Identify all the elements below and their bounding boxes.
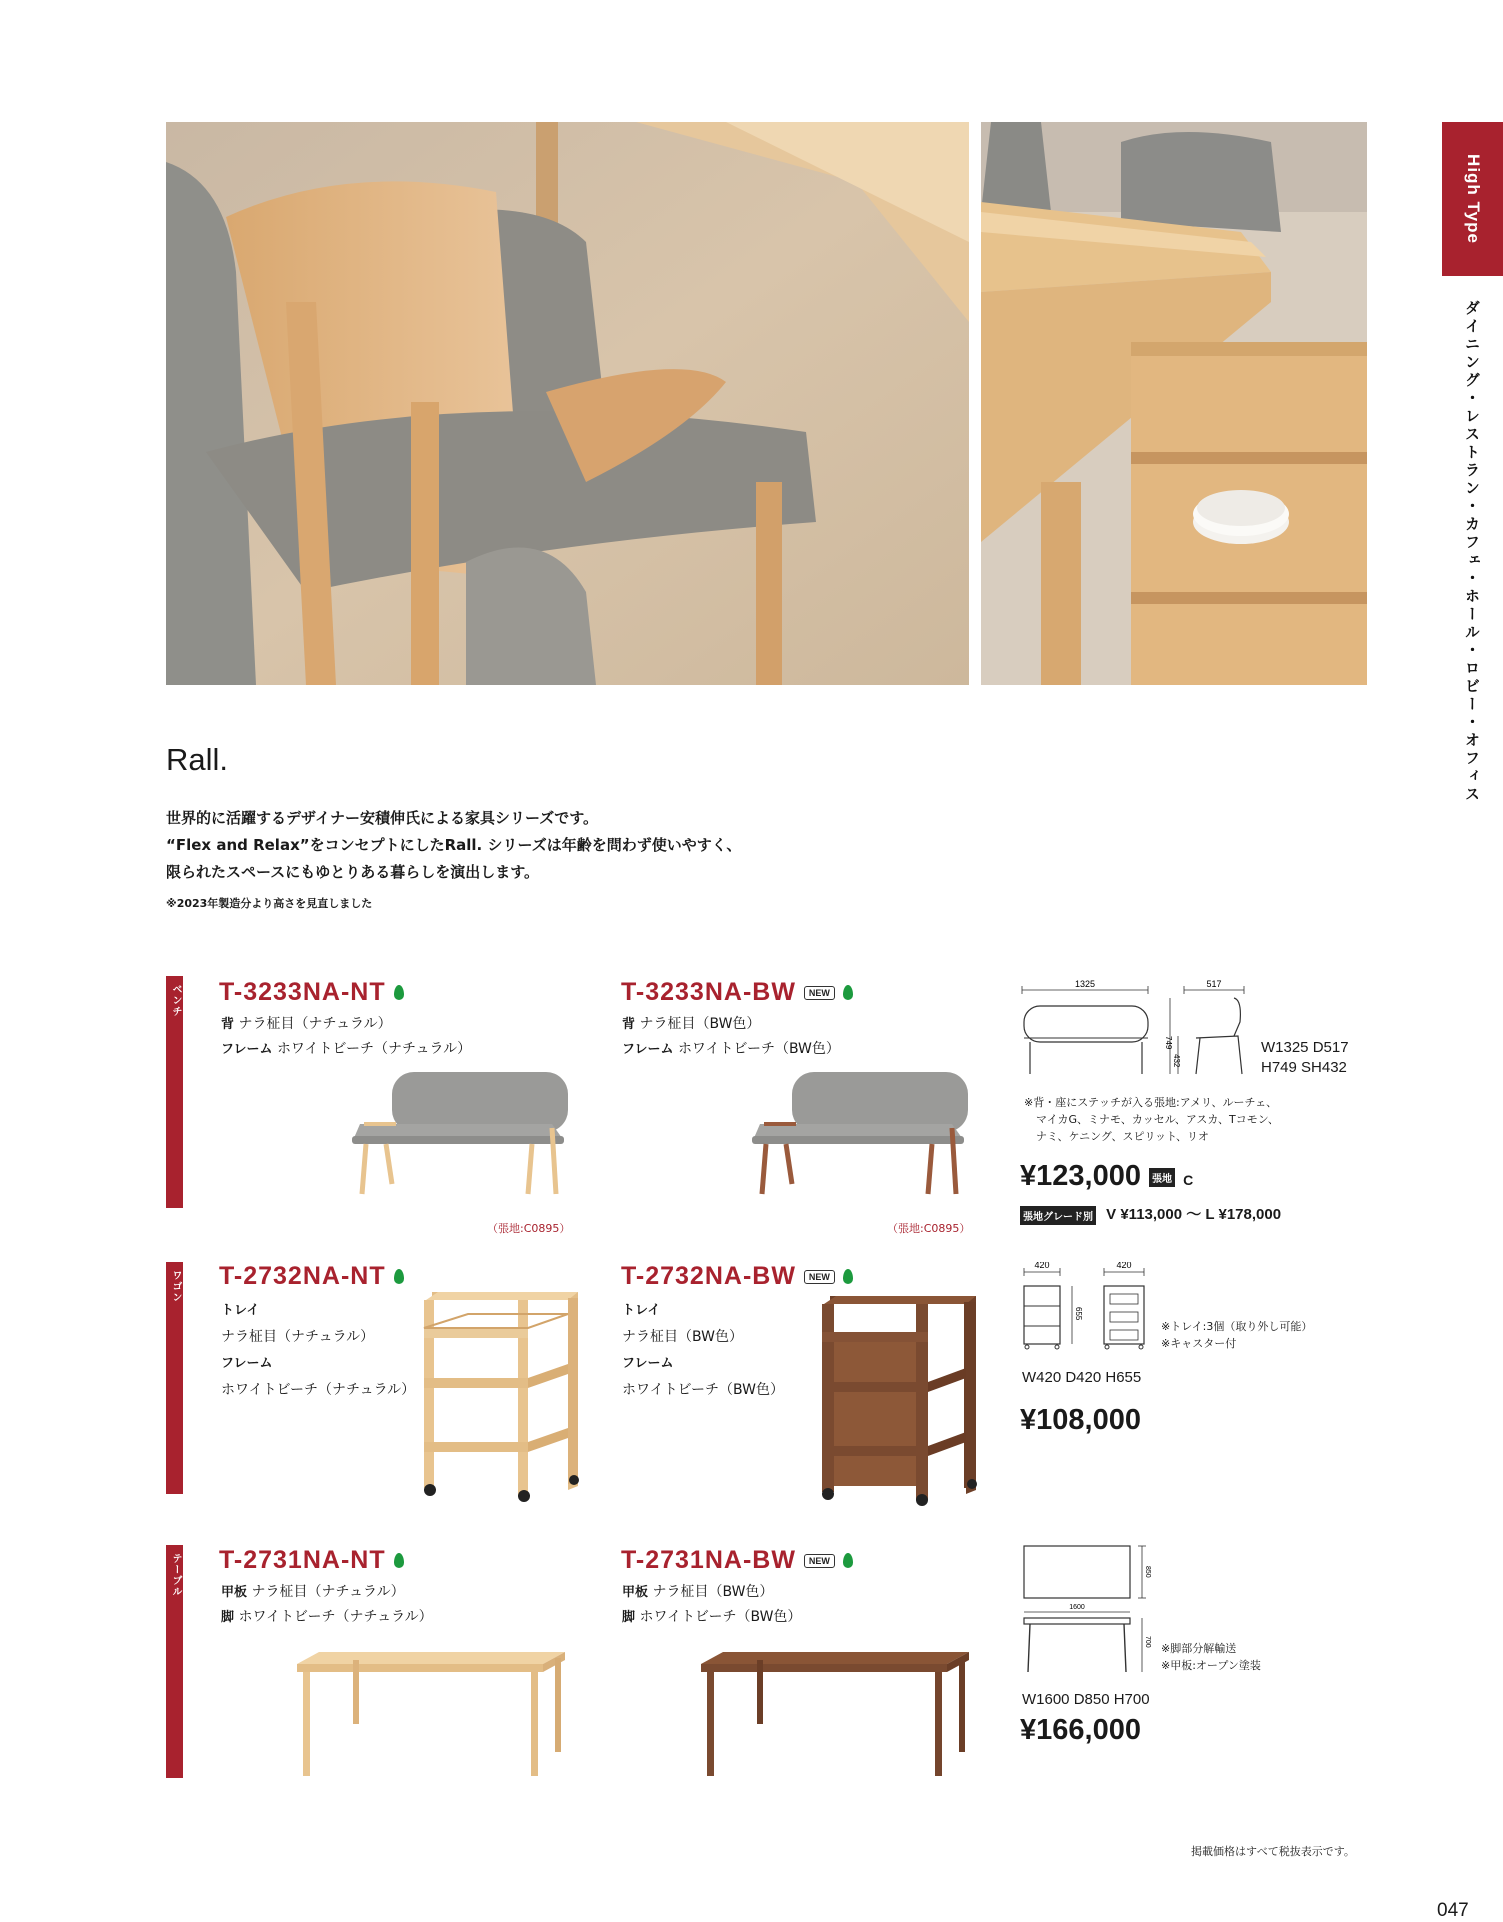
- spec-label: 脚: [622, 1610, 636, 1625]
- bench-dimension-diagram: [1020, 978, 1260, 1082]
- product-code-table-nt: [219, 1546, 404, 1575]
- intro-line: 限られたスペースにもゆとりある暮らしを演出します。: [166, 863, 540, 881]
- product-code-wagon-nt: [219, 1262, 404, 1291]
- note-line: ※背・座にステッチが入る張地:アメリ、ルーチェ、: [1024, 1096, 1278, 1109]
- spec-value: ホワイトビーチ（ナチュラル）: [276, 1041, 472, 1057]
- bench-seat-height-label: 432: [1172, 1054, 1181, 1068]
- eco-leaf-icon: [394, 1553, 404, 1568]
- spec-value: ナラ柾目（ナチュラル）: [251, 1584, 405, 1600]
- code-text: T-3233NA-BW: [621, 978, 796, 1006]
- spec-value: ホワイトビーチ（BW色）: [622, 1382, 784, 1398]
- category-bar-bench: [166, 976, 183, 1208]
- eco-leaf-icon: [394, 985, 404, 1000]
- new-badge: NEW: [804, 1270, 835, 1284]
- hero-photo-table-wagon: [981, 122, 1367, 685]
- price-range: V ¥113,000 〜 L ¥178,000: [1106, 1206, 1282, 1223]
- page-number: 047: [1437, 1900, 1469, 1921]
- series-intro: [166, 805, 741, 917]
- fabric-code-bench-bw: （張地:C0895）: [887, 1222, 971, 1235]
- spec-label: 脚: [221, 1610, 235, 1625]
- product-code-bench-bw: [621, 978, 853, 1007]
- bench-depth-label: 517: [1206, 979, 1222, 989]
- spec-label: フレーム: [622, 1356, 674, 1371]
- bench-price-range: [1020, 1203, 1281, 1225]
- bench-price: [1020, 1160, 1193, 1193]
- category-label: ワゴン: [170, 1270, 181, 1303]
- new-badge: NEW: [804, 1554, 835, 1568]
- spec-value: ナラ柾目（BW色）: [652, 1584, 774, 1600]
- table-width-label: 1600: [1069, 1604, 1085, 1611]
- spec-bench-bw: [622, 1012, 840, 1062]
- bench-height-label: 749: [1164, 1036, 1173, 1050]
- table-dimensions: W1600 D850 H700: [1022, 1691, 1150, 1708]
- table-depth-label: 850: [1144, 1566, 1151, 1578]
- series-title: Rall.: [166, 742, 229, 777]
- fabric-tag: 張地: [1149, 1168, 1175, 1187]
- spec-wagon-nt: [221, 1297, 415, 1403]
- new-badge: NEW: [804, 986, 835, 1000]
- grade-tag: 張地グレード別: [1020, 1206, 1096, 1225]
- high-type-tab-label: High Type: [1463, 154, 1483, 244]
- spec-label: トレイ: [221, 1303, 260, 1318]
- wagon-notes: [1161, 1318, 1312, 1352]
- intro-note: ※2023年製造分より高さを見直しました: [166, 897, 373, 910]
- spec-label: トレイ: [622, 1303, 661, 1318]
- note-line: ※甲板:オープン塗装: [1161, 1659, 1261, 1672]
- tax-note: 掲載価格はすべて税抜表示です。: [1191, 1845, 1355, 1858]
- code-text: T-2731NA-BW: [621, 1546, 796, 1574]
- spec-bench-nt: [221, 1012, 471, 1062]
- spec-label: フレーム: [221, 1356, 273, 1371]
- spec-value: ナラ柾目（BW色）: [639, 1016, 761, 1032]
- category-bar-table: [166, 1545, 183, 1778]
- wagon-width-label: 420: [1034, 1262, 1050, 1270]
- wagon-height-label: 655: [1074, 1307, 1083, 1321]
- spec-value: ナラ柾目（ナチュラル）: [238, 1016, 392, 1032]
- fabric-grade: C: [1183, 1172, 1194, 1188]
- spec-value: ホワイトビーチ（ナチュラル）: [238, 1609, 433, 1625]
- wagon-dimensions: W420 D420 H655: [1022, 1369, 1142, 1386]
- intro-line: “Flex and Relax”をコンセプトにしたRall. シリーズは年齢を問わず使いやすく、: [166, 836, 742, 854]
- dims-line: W1325 D517: [1261, 1039, 1349, 1056]
- bench-nt-image: [352, 1068, 572, 1202]
- wagon-bw-image: [816, 1296, 981, 1510]
- spec-label: フレーム: [221, 1042, 273, 1057]
- spec-label: 甲板: [221, 1585, 248, 1600]
- bench-width-label: 1325: [1074, 979, 1096, 989]
- spec-value: ナラ柾目（ナチュラル）: [221, 1329, 375, 1345]
- bench-dimensions: [1261, 1038, 1349, 1078]
- eco-leaf-icon: [843, 985, 853, 1000]
- spec-value: ホワイトビーチ（ナチュラル）: [221, 1382, 416, 1398]
- bench-notes: [1024, 1094, 1279, 1145]
- code-text: T-3233NA-NT: [219, 978, 386, 1006]
- product-code-table-bw: [621, 1546, 853, 1575]
- spec-table-nt: [221, 1580, 433, 1630]
- table-bw-image: [697, 1648, 972, 1782]
- table-height-label: 700: [1144, 1636, 1151, 1648]
- code-text: T-2732NA-NT: [219, 1262, 386, 1290]
- high-type-tab[interactable]: [1442, 122, 1503, 276]
- table-nt-image: [293, 1648, 568, 1782]
- eco-leaf-icon: [843, 1553, 853, 1568]
- wagon-price: ¥108,000: [1020, 1404, 1141, 1436]
- category-bar-wagon: [166, 1262, 183, 1494]
- dims-line: H749 SH432: [1261, 1059, 1347, 1076]
- product-code-wagon-bw: [621, 1262, 853, 1291]
- table-dimension-diagram: [1020, 1540, 1160, 1684]
- eco-leaf-icon: [394, 1269, 404, 1284]
- wagon-dimension-diagram: [1020, 1262, 1160, 1356]
- usage-category-label: ダイニング・レストラン・カフェ・ホール・ロビー・オフィス: [1463, 300, 1481, 804]
- category-label: テーブル: [170, 1553, 181, 1597]
- code-text: T-2732NA-BW: [621, 1262, 796, 1290]
- code-text: T-2731NA-NT: [219, 1546, 386, 1574]
- price-value: ¥123,000: [1020, 1160, 1141, 1192]
- spec-label: フレーム: [622, 1042, 674, 1057]
- eco-leaf-icon: [843, 1269, 853, 1284]
- wagon-nt-image: [418, 1292, 583, 1506]
- note-line: ※キャスター付: [1161, 1337, 1237, 1350]
- hero-photo-chair: [166, 122, 969, 685]
- category-label: ベンチ: [170, 984, 181, 1017]
- bench-bw-image: [752, 1068, 972, 1202]
- table-notes: [1161, 1640, 1261, 1674]
- spec-value: ホワイトビーチ（BW色）: [677, 1041, 840, 1057]
- fabric-code-bench-nt: （張地:C0895）: [487, 1222, 571, 1235]
- spec-table-bw: [622, 1580, 801, 1630]
- spec-label: 背: [622, 1017, 636, 1032]
- wagon-depth-label: 420: [1116, 1262, 1132, 1270]
- spec-value: ホワイトビーチ（BW色）: [639, 1609, 802, 1625]
- note-line: ナミ、ケニング、スピリット、リオ: [1036, 1130, 1209, 1143]
- spec-label: 背: [221, 1017, 235, 1032]
- intro-line: 世界的に活躍するデザイナー安積伸氏による家具シリーズです。: [166, 809, 599, 827]
- table-price: ¥166,000: [1020, 1714, 1141, 1746]
- note-line: マイカG、ミナモ、カッセル、アスカ、Tコモン、: [1036, 1113, 1279, 1126]
- product-code-bench-nt: [219, 978, 404, 1007]
- spec-label: 甲板: [622, 1585, 649, 1600]
- spec-wagon-bw: [622, 1297, 784, 1403]
- spec-value: ナラ柾目（BW色）: [622, 1329, 743, 1345]
- note-line: ※トレイ:3個（取り外し可能）: [1161, 1320, 1313, 1333]
- note-line: ※脚部分解輸送: [1161, 1642, 1237, 1655]
